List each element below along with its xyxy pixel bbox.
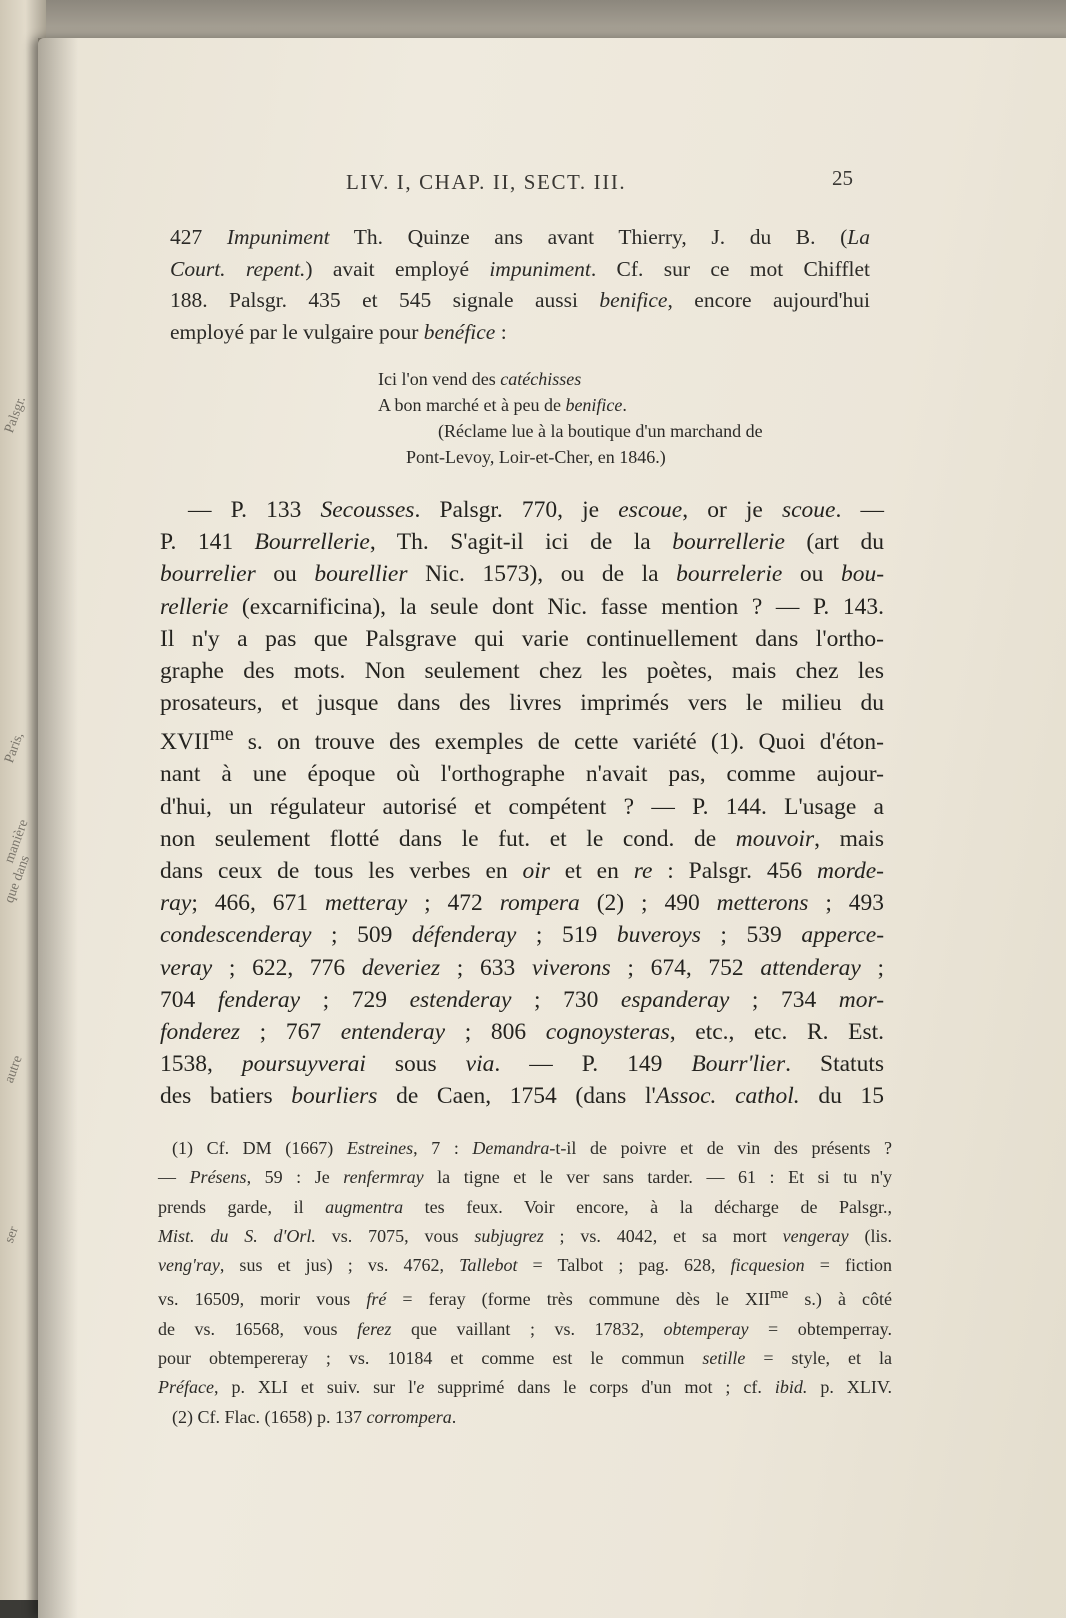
text-line: non seulement flotté dans le fut. et le cond. de mouvoir, mais — [160, 825, 884, 852]
text-line: 427 Impuniment Th. Quinze ans avant Thierry, J. du B. (La — [170, 225, 871, 249]
footnote-2: (2) Cf. Flac. (1658) p. 137 corrompera. — [172, 1406, 457, 1427]
facing-page-fragment: que dans — [2, 853, 33, 906]
text-line: employé par le vulgaire pour benéfice : — [170, 319, 507, 344]
text-line: ray; 466, 671 metteray ; 472 rompera (2) ; 490 metterons ; 493 — [160, 890, 885, 917]
text-line: 704 fenderay ; 729 estenderay ; 730 espanderay ; 734 mor- — [160, 986, 885, 1013]
text-line: veray ; 622, 776 deveriez ; 633 viverons ; 674, 752 attenderay ; — [160, 954, 885, 981]
text-line: 1538, poursuyverai sous via. — P. 149 Bourr'lier. Statuts — [160, 1051, 885, 1078]
text-line: graphe des mots. Non seulement chez les poètes, mais chez les — [160, 658, 884, 685]
gutter-shadow — [38, 38, 78, 1618]
text-line: rellerie (excarnificina), la seule dont Nic. fasse mention ? — P. 143. — [160, 593, 884, 620]
facing-page-fragment: ser — [2, 1224, 22, 1246]
block-quote — [378, 366, 858, 470]
quote-attribution: Pont-Levoy, Loir-et-Cher, en 1846.) — [406, 447, 666, 467]
footnote-line: de vs. 16568, vous ferez que vaillant ; vs. 17832, obtemperay = obtemperray. — [158, 1318, 892, 1339]
footnote-line: vs. 16509, morir vous fré = feray (forme très commune dès le $XII^{me}$ s.) à côté — [158, 1286, 892, 1310]
facing-page-fragment: Paris, — [2, 730, 27, 766]
page-number: 25 — [832, 166, 853, 190]
facing-page-fragment: autre — [2, 1053, 26, 1086]
text-line: Il n'y a pas que Palsgrave qui varie continuellement dans l'ortho- — [160, 625, 884, 652]
text-line: condescenderay ; 509 défenderay ; 519 buveroys ; 539 apperce- — [160, 922, 885, 949]
text-line: $XVII^{me}$ s. on trouve des exemples de cette variété (1). Quoi d'éton- — [160, 724, 884, 756]
quote-attribution: (Réclame lue à la boutique d'un marchand de — [438, 421, 763, 441]
text-line: fonderez ; 767 entenderay ; 806 cognoysteras, etc., etc. R. Est. — [160, 1019, 885, 1046]
footnote-line: Mist. du S. d'Orl. vs. 7075, vous subjugrez ; vs. 4042, et sa mort vengeray (lis. — [158, 1225, 892, 1246]
quote-line: Ici l'on vend des catéchisses — [378, 369, 582, 389]
text-line: d'hui, un régulateur autorisé et compétent ? — P. 144. L'usage a — [160, 793, 884, 820]
facing-page-fragment: manière — [2, 817, 32, 866]
main-paragraph — [160, 494, 884, 1113]
footnote-line: Préface, p. XLI et suiv. sur l'e supprimé dans le corps d'un mot ; cf. ibid. p. XLIV. — [158, 1377, 893, 1398]
text-line: bourrelier ou bourellier Nic. 1573), ou de la bourrelerie ou bou- — [160, 561, 885, 588]
footnotes — [158, 1134, 892, 1432]
text-line: P. 141 Bourrellerie, Th. S'agit-il ici de la bourrellerie (art du — [160, 529, 884, 556]
quote-line: A bon marché et à peu de benifice. — [378, 395, 627, 415]
text-line: Court. repent.) avait employé impuniment. Cf. sur ce mot Chifflet — [170, 256, 870, 281]
text-line: dans ceux de tous les verbes en oir et en re : Palsgr. 456 morde- — [160, 858, 885, 885]
text-line: prosateurs, et jusque dans des livres imprimés vers le milieu du — [160, 690, 884, 717]
footnote-1: (1) Cf. DM (1667) Estreines, 7 : Demandra-t-il de poivre et de vin des présents ? — [172, 1138, 893, 1158]
opening-paragraph — [170, 222, 870, 348]
footnote-line: pour obtempereray ; vs. 10184 et comme est le commun setille = style, et la — [158, 1348, 892, 1369]
footnote-line: prends garde, il augmentra tes feux. Voir encore, à la décharge de Palsgr., — [158, 1196, 892, 1217]
footnote-line: — Présens, 59 : Je renfermray la tigne et le ver sans tarder. — 61 : Et si tu n'y — [158, 1167, 893, 1188]
running-head: LIV. I, CHAP. II, SECT. III. — [346, 170, 627, 194]
text-line: — P. 133 Secousses. Palsgr. 770, je escoue, or je scoue. — — [188, 497, 884, 523]
facing-page-fragment: Palsgr. — [2, 394, 30, 436]
text-line: nant à une époque où l'orthographe n'avait pas, comme aujour- — [160, 761, 884, 788]
text-line: 188. Palsgr. 435 et 545 signale aussi benifice, encore aujourd'hui — [170, 288, 871, 312]
footnote-line: veng'ray, sus et jus) ; vs. 4762, Tallebot = Talbot ; pag. 628, ficquesion = fiction — [158, 1255, 893, 1276]
text-line: des batiers bourliers de Caen, 1754 (dans l'Assoc. cathol. du 15 — [160, 1083, 884, 1110]
